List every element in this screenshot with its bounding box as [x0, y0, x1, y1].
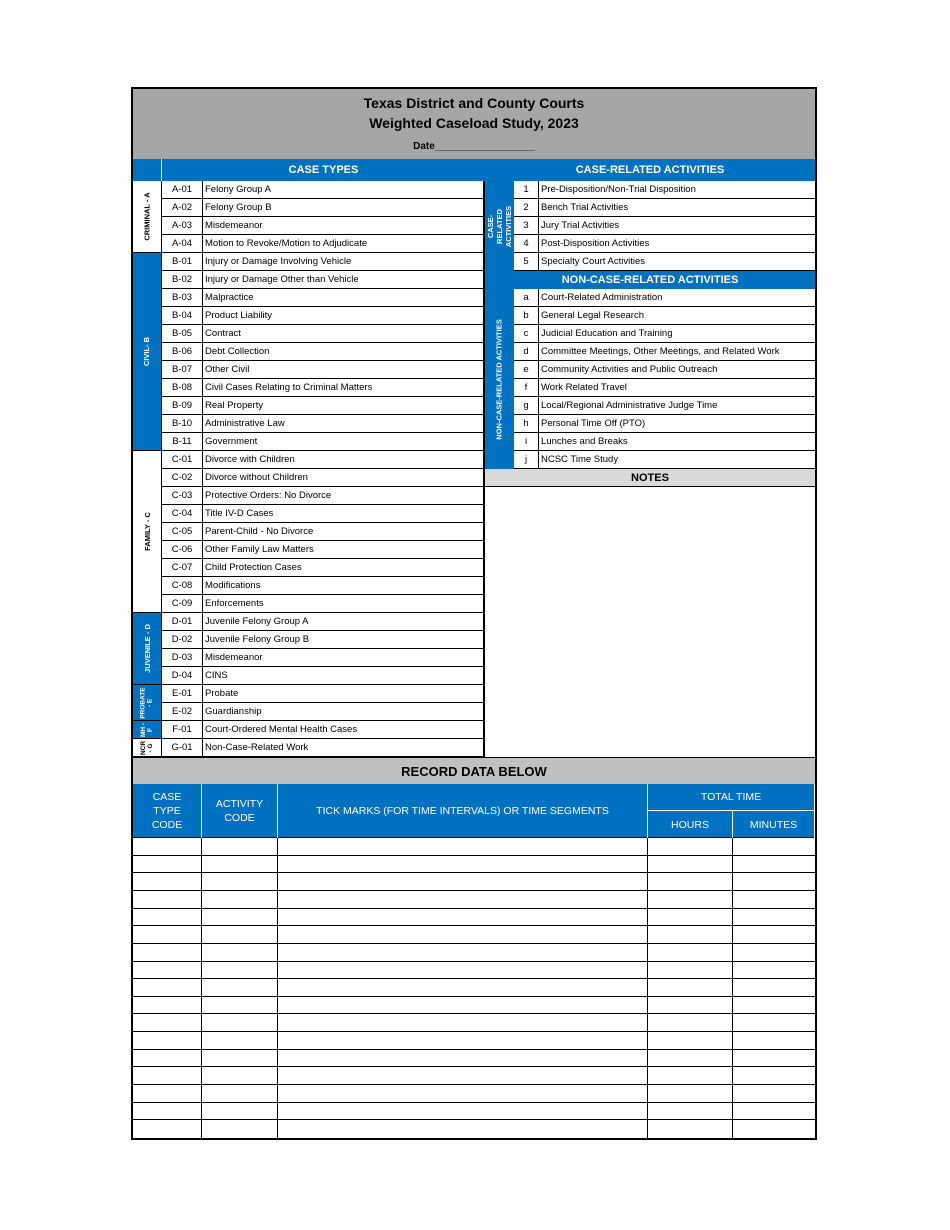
activity-code-cell[interactable]	[202, 891, 278, 908]
case-related-activity-desc: Post-Disposition Activities	[538, 235, 815, 252]
activity-code-column-header: ACTIVITY CODE	[202, 784, 278, 838]
record-row	[133, 856, 815, 874]
case-type-row	[162, 451, 485, 469]
case-type-desc: Other Family Law Matters	[202, 541, 485, 558]
case-group-label	[133, 181, 162, 253]
non-case-related-activity-side-label-text: NON-CASE-RELATED ACTIVITIES	[495, 318, 505, 440]
case-group-label-text: FAMILY - C	[142, 512, 152, 551]
case-type-code: B-08	[171, 382, 193, 393]
case-type-desc: Injury or Damage Other than Vehicle	[202, 271, 485, 288]
case-type-code: B-07	[171, 364, 193, 375]
non-case-related-activity-code: h	[523, 418, 529, 429]
non-case-related-activity-desc: Work Related Travel	[538, 379, 815, 396]
notes-header: NOTES	[485, 469, 815, 487]
non-case-related-activity-row	[514, 433, 815, 451]
hours-cell[interactable]	[648, 909, 733, 926]
case-type-desc: Misdemeanor	[202, 217, 485, 234]
activity-code-cell[interactable]	[202, 1050, 278, 1067]
tick-marks-cell[interactable]	[278, 1050, 648, 1067]
minutes-cell[interactable]	[733, 1103, 815, 1120]
activity-code-cell[interactable]	[202, 962, 278, 979]
minutes-cell[interactable]	[733, 962, 815, 979]
tick-marks-cell[interactable]	[278, 1067, 648, 1084]
record-row	[133, 997, 815, 1015]
case-type-row	[162, 415, 485, 433]
activity-code-cell[interactable]	[202, 856, 278, 873]
tick-marks-cell[interactable]	[278, 873, 648, 890]
non-case-related-header: NON-CASE-RELATED ACTIVITIES	[485, 271, 815, 289]
case-type-code: B-09	[171, 400, 193, 411]
case-related-activity-side-label	[485, 181, 514, 271]
non-case-related-activity-code: d	[523, 346, 529, 357]
case-type-code: E-01	[171, 688, 193, 699]
case-type-row	[162, 649, 485, 667]
case-related-activity-side-label-text: CASE- RELATED ACTIVITIES	[486, 205, 513, 247]
case-type-code: G-01	[171, 742, 193, 753]
case-type-code-cell[interactable]	[133, 944, 202, 961]
record-row	[133, 944, 815, 962]
minutes-cell[interactable]	[733, 909, 815, 926]
case-type-code: D-01	[171, 616, 193, 627]
non-case-related-activity-code: f	[524, 382, 528, 393]
case-related-activity-desc: Specialty Court Activities	[538, 253, 815, 270]
minutes-cell[interactable]	[733, 944, 815, 961]
case-related-activity-row	[514, 253, 815, 271]
case-type-row	[162, 703, 485, 721]
non-case-related-activity-desc: Committee Meetings, Other Meetings, and Related Work	[538, 343, 815, 360]
hours-cell[interactable]	[648, 891, 733, 908]
record-row	[133, 926, 815, 944]
case-type-row	[162, 181, 485, 199]
hours-cell[interactable]	[648, 873, 733, 890]
case-type-row	[162, 523, 485, 541]
case-type-row	[162, 361, 485, 379]
non-case-related-activity-desc: Community Activities and Public Outreach	[538, 361, 815, 378]
tick-marks-cell[interactable]	[278, 1032, 648, 1049]
activity-code-cell[interactable]	[202, 1085, 278, 1102]
record-row	[133, 1032, 815, 1050]
case-group-label-text: MH - F	[140, 722, 154, 737]
hours-cell[interactable]	[648, 1103, 733, 1120]
time-study-form	[131, 87, 817, 1140]
case-type-row	[162, 487, 485, 505]
tick-marks-cell[interactable]	[278, 926, 648, 943]
non-case-related-activity-row	[514, 325, 815, 343]
non-case-related-activity-code: c	[523, 328, 529, 339]
case-related-activity-code: 2	[523, 202, 529, 213]
case-type-code-cell[interactable]	[133, 856, 202, 873]
non-case-related-activity-row	[514, 451, 815, 469]
non-case-related-activity-code: j	[524, 454, 528, 465]
case-type-code: C-03	[171, 490, 193, 501]
case-related-activity-row	[514, 199, 815, 217]
non-case-related-activity-desc: Judicial Education and Training	[538, 325, 815, 342]
activity-code-cell[interactable]	[202, 997, 278, 1014]
case-types-header: CASE TYPES	[162, 159, 485, 181]
non-case-related-activity-desc: Court-Related Administration	[538, 289, 815, 306]
case-type-row	[162, 739, 485, 757]
case-type-code: C-08	[171, 580, 193, 591]
case-group-label	[133, 451, 162, 613]
case-related-activity-code: 4	[523, 238, 529, 249]
case-type-row	[162, 397, 485, 415]
case-type-desc: Other Civil	[202, 361, 485, 378]
case-group-label-text: PROBATE - E	[140, 686, 154, 719]
non-case-related-activity-row	[514, 379, 815, 397]
case-type-code: C-02	[171, 472, 193, 483]
minutes-cell[interactable]	[733, 997, 815, 1014]
hours-cell[interactable]	[648, 1067, 733, 1084]
minutes-cell[interactable]	[733, 1014, 815, 1031]
case-type-code: C-06	[171, 544, 193, 555]
case-type-row	[162, 631, 485, 649]
minutes-cell[interactable]	[733, 873, 815, 890]
case-type-code: B-01	[171, 256, 193, 267]
case-type-row	[162, 721, 485, 739]
case-type-desc: Court-Ordered Mental Health Cases	[202, 721, 485, 738]
case-type-row	[162, 541, 485, 559]
case-type-code: B-04	[171, 310, 193, 321]
hours-cell[interactable]	[648, 1014, 733, 1031]
non-case-related-activity-code: a	[523, 292, 529, 303]
tick-marks-cell[interactable]	[278, 1120, 648, 1138]
case-type-row	[162, 577, 485, 595]
case-group-label	[133, 739, 162, 757]
non-case-related-activity-row	[514, 289, 815, 307]
date-field[interactable]: Date__________________	[413, 141, 535, 152]
record-data-header: RECORD DATA BELOW	[133, 757, 815, 784]
case-type-row	[162, 559, 485, 577]
activity-code-cell[interactable]	[202, 909, 278, 926]
minutes-cell[interactable]	[733, 979, 815, 996]
case-type-desc: Misdemeanor	[202, 649, 485, 666]
case-group-label	[133, 253, 162, 451]
case-related-activity-code: 1	[523, 184, 529, 195]
tick-marks-cell[interactable]	[278, 944, 648, 961]
hours-cell[interactable]	[648, 962, 733, 979]
activity-code-cell[interactable]	[202, 1014, 278, 1031]
case-type-desc: Divorce with Children	[202, 451, 485, 468]
non-case-related-activity-desc: Local/Regional Administrative Judge Time	[538, 397, 815, 414]
record-row	[133, 1103, 815, 1121]
case-group-label-text: CRIMINAL - A	[142, 192, 152, 241]
activity-code-cell[interactable]	[202, 1067, 278, 1084]
case-type-row	[162, 289, 485, 307]
case-type-code: D-03	[171, 652, 193, 663]
case-type-desc: Contract	[202, 325, 485, 342]
case-type-row	[162, 613, 485, 631]
case-type-code-cell[interactable]	[133, 962, 202, 979]
case-type-row	[162, 343, 485, 361]
case-type-code: A-03	[171, 220, 193, 231]
case-type-desc: Government	[202, 433, 485, 450]
notes-area[interactable]	[485, 487, 815, 757]
case-type-code-cell[interactable]	[133, 997, 202, 1014]
record-row	[133, 909, 815, 927]
case-type-desc: Divorce without Children	[202, 469, 485, 486]
case-type-desc: Administrative Law	[202, 415, 485, 432]
case-group-label	[133, 721, 162, 739]
case-type-code: B-06	[171, 346, 193, 357]
case-related-activity-desc: Jury Trial Activities	[538, 217, 815, 234]
minutes-cell[interactable]	[733, 1032, 815, 1049]
case-group-label	[133, 613, 162, 685]
form-title-line1: Texas District and County Courts	[363, 95, 585, 111]
case-type-desc: Malpractice	[202, 289, 485, 306]
non-case-related-activity-row	[514, 397, 815, 415]
case-related-activity-desc: Bench Trial Activities	[538, 199, 815, 216]
tick-marks-cell[interactable]	[278, 856, 648, 873]
case-type-code-cell[interactable]	[133, 909, 202, 926]
case-type-row	[162, 199, 485, 217]
record-row	[133, 1050, 815, 1068]
case-group-label	[133, 685, 162, 721]
activity-code-cell[interactable]	[202, 1032, 278, 1049]
minutes-cell[interactable]	[733, 1067, 815, 1084]
case-type-code-cell[interactable]	[133, 838, 202, 855]
hours-cell[interactable]	[648, 1085, 733, 1102]
non-case-related-activity-desc: NCSC Time Study	[538, 451, 815, 468]
case-type-row	[162, 595, 485, 613]
case-type-code-cell[interactable]	[133, 1032, 202, 1049]
activity-code-cell[interactable]	[202, 926, 278, 943]
record-row	[133, 1120, 815, 1138]
case-type-code: A-04	[171, 238, 193, 249]
case-related-activity-row	[514, 217, 815, 235]
case-type-desc: Child Protection Cases	[202, 559, 485, 576]
case-type-desc: Civil Cases Relating to Criminal Matters	[202, 379, 485, 396]
record-row	[133, 838, 815, 856]
record-row	[133, 1014, 815, 1032]
non-case-related-activity-row	[514, 343, 815, 361]
case-type-code: D-02	[171, 634, 193, 645]
case-type-desc: Enforcements	[202, 595, 485, 612]
case-type-desc: Felony Group B	[202, 199, 485, 216]
minutes-cell[interactable]	[733, 891, 815, 908]
case-type-code: B-10	[171, 418, 193, 429]
case-type-desc: Guardianship	[202, 703, 485, 720]
case-type-desc: Protective Orders: No Divorce	[202, 487, 485, 504]
case-related-header: CASE-RELATED ACTIVITIES	[485, 159, 815, 181]
record-row	[133, 962, 815, 980]
case-related-activity-row	[514, 235, 815, 253]
hours-cell[interactable]	[648, 838, 733, 855]
case-type-code: C-07	[171, 562, 193, 573]
tick-marks-cell[interactable]	[278, 979, 648, 996]
case-type-code: C-09	[171, 598, 193, 609]
minutes-cell[interactable]	[733, 856, 815, 873]
hours-cell[interactable]	[648, 944, 733, 961]
record-row	[133, 873, 815, 891]
case-type-code-cell[interactable]	[133, 1014, 202, 1031]
case-type-row	[162, 253, 485, 271]
non-case-related-activity-code: b	[523, 310, 529, 321]
tick-marks-cell[interactable]	[278, 891, 648, 908]
activity-code-cell[interactable]	[202, 1103, 278, 1120]
case-type-desc: Motion to Revoke/Motion to Adjudicate	[202, 235, 485, 252]
hours-cell[interactable]	[648, 856, 733, 873]
case-type-code: A-01	[171, 184, 193, 195]
case-type-desc: Product Liability	[202, 307, 485, 324]
case-type-desc: Parent-Child - No Divorce	[202, 523, 485, 540]
case-type-code-cell[interactable]	[133, 1050, 202, 1067]
case-type-code-cell[interactable]	[133, 1103, 202, 1120]
non-case-related-activity-code: g	[523, 400, 529, 411]
tick-marks-cell[interactable]	[278, 838, 648, 855]
non-case-related-activity-row	[514, 415, 815, 433]
case-type-code-cell[interactable]	[133, 1085, 202, 1102]
case-type-code-cell[interactable]	[133, 873, 202, 890]
non-case-related-activity-side-label	[485, 289, 514, 469]
case-type-row	[162, 433, 485, 451]
case-type-row	[162, 235, 485, 253]
case-type-code-cell[interactable]	[133, 979, 202, 996]
case-type-code: D-04	[171, 670, 193, 681]
case-type-desc: Juvenile Felony Group A	[202, 613, 485, 630]
case-type-code: B-03	[171, 292, 193, 303]
case-type-desc: Non-Case-Related Work	[202, 739, 485, 756]
minutes-cell[interactable]	[733, 1120, 815, 1138]
case-types-band-spacer	[133, 159, 162, 181]
hours-column-header: HOURS	[648, 811, 733, 838]
non-case-related-activity-row	[514, 307, 815, 325]
case-type-desc: Real Property	[202, 397, 485, 414]
case-related-activity-code: 5	[523, 256, 529, 267]
record-row	[133, 891, 815, 909]
hours-cell[interactable]	[648, 926, 733, 943]
record-row	[133, 1067, 815, 1085]
tick-marks-cell[interactable]	[278, 1014, 648, 1031]
record-table-header	[133, 784, 815, 838]
case-type-code: B-11	[172, 436, 192, 447]
hours-cell[interactable]	[648, 1050, 733, 1067]
case-type-code-cell[interactable]	[133, 926, 202, 943]
tick-marks-column-header: TICK MARKS (FOR TIME INTERVALS) OR TIME SEGMENTS	[278, 784, 648, 838]
case-related-activity-code: 3	[523, 220, 529, 231]
case-type-desc: Probate	[202, 685, 485, 702]
case-related-activity-desc: Pre-Disposition/Non-Trial Disposition	[538, 181, 815, 198]
case-type-code: B-02	[171, 274, 193, 285]
record-row	[133, 1085, 815, 1103]
case-type-desc: Juvenile Felony Group B	[202, 631, 485, 648]
case-type-code: E-02	[171, 706, 193, 717]
case-type-desc: CINS	[202, 667, 485, 684]
case-type-code-cell[interactable]	[133, 1120, 202, 1138]
tick-marks-cell[interactable]	[278, 997, 648, 1014]
activity-code-cell[interactable]	[202, 1120, 278, 1138]
case-type-row	[162, 325, 485, 343]
case-type-row	[162, 667, 485, 685]
non-case-related-activity-desc: Personal Time Off (PTO)	[538, 415, 815, 432]
tick-marks-cell[interactable]	[278, 909, 648, 926]
case-type-desc: Injury or Damage Involving Vehicle	[202, 253, 485, 270]
record-row	[133, 979, 815, 997]
activity-code-cell[interactable]	[202, 838, 278, 855]
case-type-desc: Felony Group A	[202, 181, 485, 198]
hours-cell[interactable]	[648, 997, 733, 1014]
case-type-row	[162, 379, 485, 397]
case-type-code: B-05	[171, 328, 193, 339]
case-group-label-text: NCR - G	[140, 740, 154, 755]
case-type-code: C-01	[171, 454, 193, 465]
case-type-code: C-05	[171, 526, 193, 537]
case-related-activity-row	[514, 181, 815, 199]
non-case-related-activity-desc: Lunches and Breaks	[538, 433, 815, 450]
case-group-label-text: CIVIL- B	[142, 336, 152, 367]
activity-code-cell[interactable]	[202, 944, 278, 961]
case-type-row	[162, 505, 485, 523]
case-type-desc: Debt Collection	[202, 343, 485, 360]
hours-cell[interactable]	[648, 1120, 733, 1138]
case-type-code-cell[interactable]	[133, 1067, 202, 1084]
case-type-row	[162, 217, 485, 235]
form-title-line2: Weighted Caseload Study, 2023	[369, 115, 579, 131]
total-time-column-header: TOTAL TIME	[648, 784, 815, 810]
case-type-code-cell[interactable]	[133, 891, 202, 908]
non-case-related-activity-desc: General Legal Research	[538, 307, 815, 324]
case-type-desc: Title IV-D Cases	[202, 505, 485, 522]
form-header	[133, 89, 815, 159]
case-type-code: C-04	[171, 508, 193, 519]
case-type-desc: Modifications	[202, 577, 485, 594]
hours-cell[interactable]	[648, 1032, 733, 1049]
tick-marks-cell[interactable]	[278, 1103, 648, 1120]
case-type-row	[162, 469, 485, 487]
minutes-cell[interactable]	[733, 926, 815, 943]
case-type-row	[162, 271, 485, 289]
tick-marks-cell[interactable]	[278, 1085, 648, 1102]
non-case-related-activity-code: e	[523, 364, 529, 375]
minutes-cell[interactable]	[733, 1050, 815, 1067]
hours-cell[interactable]	[648, 979, 733, 996]
case-type-code: F-01	[172, 724, 192, 735]
case-type-code-column-header: CASE TYPE CODE	[133, 784, 202, 838]
minutes-cell[interactable]	[733, 1085, 815, 1102]
case-type-code: A-02	[171, 202, 193, 213]
tick-marks-cell[interactable]	[278, 962, 648, 979]
case-type-row	[162, 685, 485, 703]
minutes-column-header: MINUTES	[733, 811, 815, 838]
non-case-related-activity-row	[514, 361, 815, 379]
minutes-cell[interactable]	[733, 838, 815, 855]
case-group-label-text: JUVENILE - D	[142, 624, 152, 673]
non-case-related-activity-code: i	[524, 436, 528, 447]
case-type-row	[162, 307, 485, 325]
activity-code-cell[interactable]	[202, 979, 278, 996]
activity-code-cell[interactable]	[202, 873, 278, 890]
